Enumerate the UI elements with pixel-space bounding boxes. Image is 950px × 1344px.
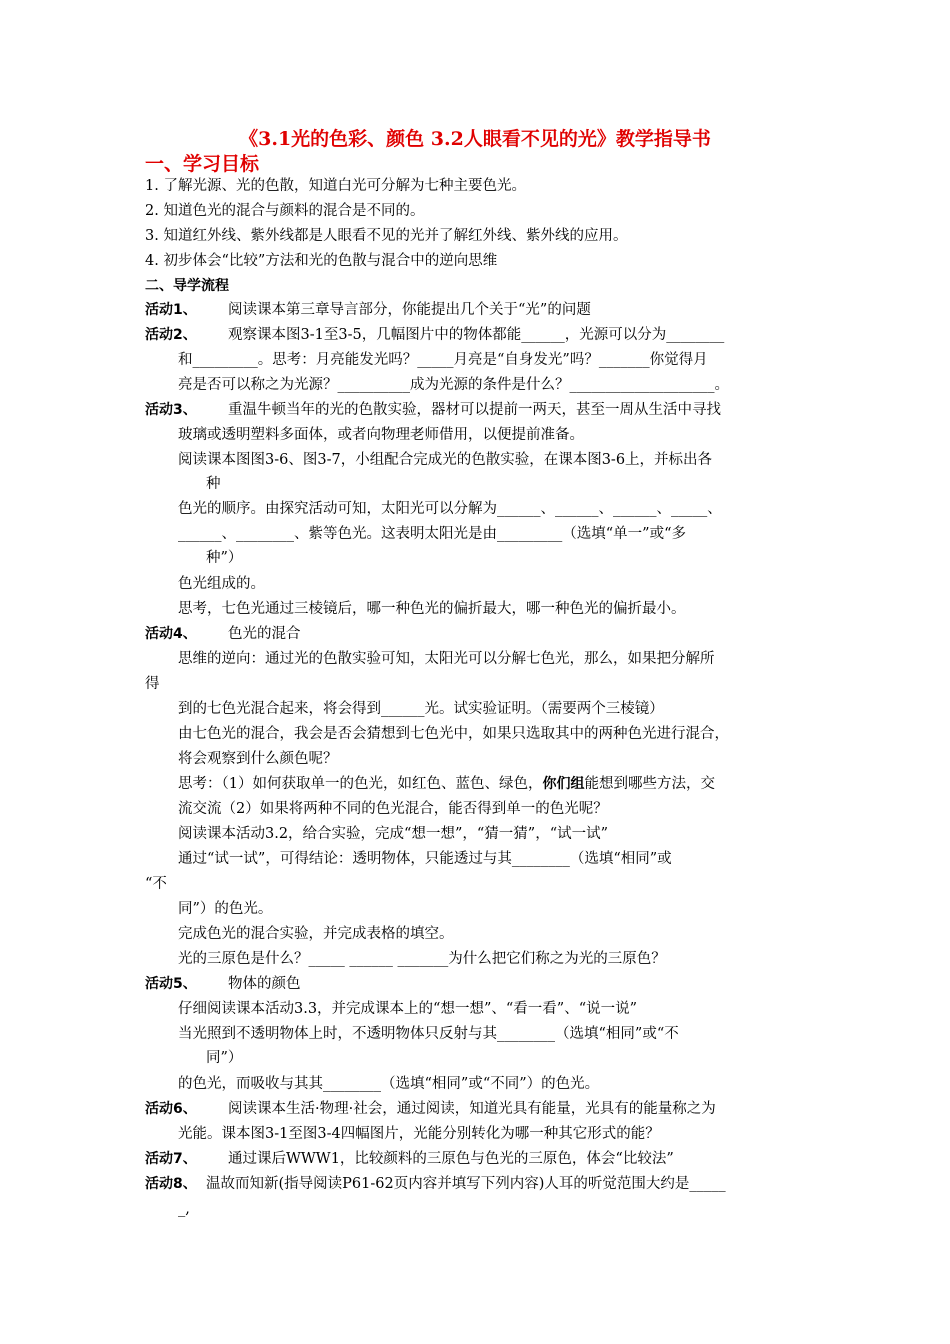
activity-text: 通过课后WWW1，比较颜料的三原色与色光的三原色，体会“比较法”	[228, 1151, 674, 1167]
activity-text: 阅读课本第三章导言部分，你能提出几个关于“光”的问题	[228, 302, 591, 318]
text-line: 思考，七色光通过三棱镜后，哪一种色光的偏折最大，哪一种色光的偏折最小。	[178, 601, 686, 617]
activity-label: 活动7、	[145, 1151, 197, 1167]
document-title: 《3.1光的色彩、颜色 3.2人眼看不见的光》教学指导书	[239, 128, 711, 150]
activity-text: 温故而知新(指导阅读P61-62页内容并填写下列内容)人耳的听觉范围大约是_____	[206, 1176, 726, 1192]
goal-item: 4. 初步体会“比较”方法和光的色散与混合中的逆向思维	[145, 253, 498, 269]
text-line: ______、________、紫等色光。这表明太阳光是由_________（选填“单一”或“多	[178, 526, 686, 542]
activity-label: 活动3、	[145, 402, 197, 418]
text-line: 光能。课本图3-1至图3-4四幅图片，光能分别转化为哪一种其它形式的能？	[178, 1126, 660, 1142]
text-line: 通过“试一试”，可得结论：透明物体，只能透过与其________（选填“相同”或	[178, 851, 672, 867]
goal-item: 3. 知道红外线、紫外线都是人眼看不见的光并了解红外线、紫外线的应用。	[145, 228, 628, 244]
text-line: 光的三原色是什么？_____ ______ _______为什么把它们称之为光的三原色？	[178, 951, 666, 967]
activity-label: 活动2、	[145, 327, 197, 343]
section-heading-process: 二、导学流程	[145, 278, 229, 294]
text-line: 由七色光的混合，我会是否会猜想到七色光中，如果只选取其中的两种色光进行混合，	[178, 726, 729, 742]
text-line: 阅读课本活动3.2，给合实验，完成“想一想”，“猜一猜”，“试一试”	[178, 826, 609, 842]
text-line: _,	[178, 1201, 190, 1217]
activity-text: 物体的颜色	[228, 976, 301, 992]
section-heading-goals: 一、学习目标	[145, 153, 260, 175]
text-line: 的色光，而吸收与其其________（选填“相同”或“不同”）的色光。	[178, 1076, 600, 1092]
text-line: 流交流（2）如果将两种不同的色光混合，能否得到单一的色光呢？	[178, 801, 608, 817]
text-span: 思考：（1）如何获取单一的色光，如红色、蓝色、绿色，	[178, 776, 543, 792]
text-span: 能想到哪些方法，交	[584, 776, 715, 792]
activity-text: 观察课本图3-1至3-5，几幅图片中的物体都能______，光源可以分为________	[228, 327, 725, 343]
text-line: 将会观察到什么颜色呢？	[178, 751, 338, 767]
bold-text-span: 你们组	[542, 776, 585, 792]
text-line: 当光照到不透明物体上时，不透明物体只反射与其________（选填“相同”或“不	[178, 1026, 679, 1042]
text-line: 得	[145, 676, 160, 692]
text-line: 完成色光的混合实验，并完成表格的填空。	[178, 926, 454, 942]
text-line: 亮是否可以称之为光源？__________成为光源的条件是什么？____________________。	[178, 377, 729, 393]
activity-label: 活动8、	[145, 1176, 197, 1192]
activity-text: 重温牛顿当年的光的色散实验，器材可以提前一两天，甚至一周从生活中寻找	[228, 402, 721, 418]
text-line	[178, 774, 715, 794]
text-line: 色光组成的。	[178, 576, 265, 592]
text-line: 仔细阅读课本活动3.3，并完成课本上的“想一想”、“看一看”、“说一说”	[178, 1001, 638, 1017]
text-line: 到的七色光混合起来，将会得到______光。试实验证明。（需要两个三棱镜）	[178, 701, 664, 717]
text-line: 同”）的色光。	[178, 901, 273, 917]
activity-label: 活动1、	[145, 302, 197, 318]
text-line: 色光的顺序。由探究活动可知，太阳光可以分解为______、______、______、_____、	[178, 501, 722, 517]
text-line: 同”）	[206, 1050, 243, 1066]
activity-label: 活动4、	[145, 626, 197, 642]
text-line: 玻璃或透明塑料多面体，或者向物理老师借用，以便提前准备。	[178, 427, 584, 443]
text-line: 思维的逆向：通过光的色散实验可知，太阳光可以分解七色光，那么，如果把分解所	[178, 651, 715, 667]
text-line: “不	[145, 876, 167, 892]
text-line: 种	[206, 476, 221, 492]
goal-item: 1. 了解光源、光的色散，知道白光可分解为七种主要色光。	[145, 178, 526, 194]
activity-label: 活动5、	[145, 976, 197, 992]
text-line: 和_________。思考：月亮能发光吗？_____月亮是“自身发光”吗？_______你觉得月	[178, 352, 708, 368]
activity-text: 阅读课本生活·物理·社会，通过阅读，知道光具有能量，光具有的能量称之为	[228, 1101, 716, 1117]
text-line: 阅读课本图图3-6、图3-7，小组配合完成光的色散实验，在课本图3-6上，并标出各	[178, 452, 713, 468]
goal-item: 2. 知道色光的混合与颜料的混合是不同的。	[145, 203, 425, 219]
activity-label: 活动6、	[145, 1101, 197, 1117]
activity-text: 色光的混合	[228, 626, 301, 642]
text-line: 种”）	[206, 550, 243, 566]
